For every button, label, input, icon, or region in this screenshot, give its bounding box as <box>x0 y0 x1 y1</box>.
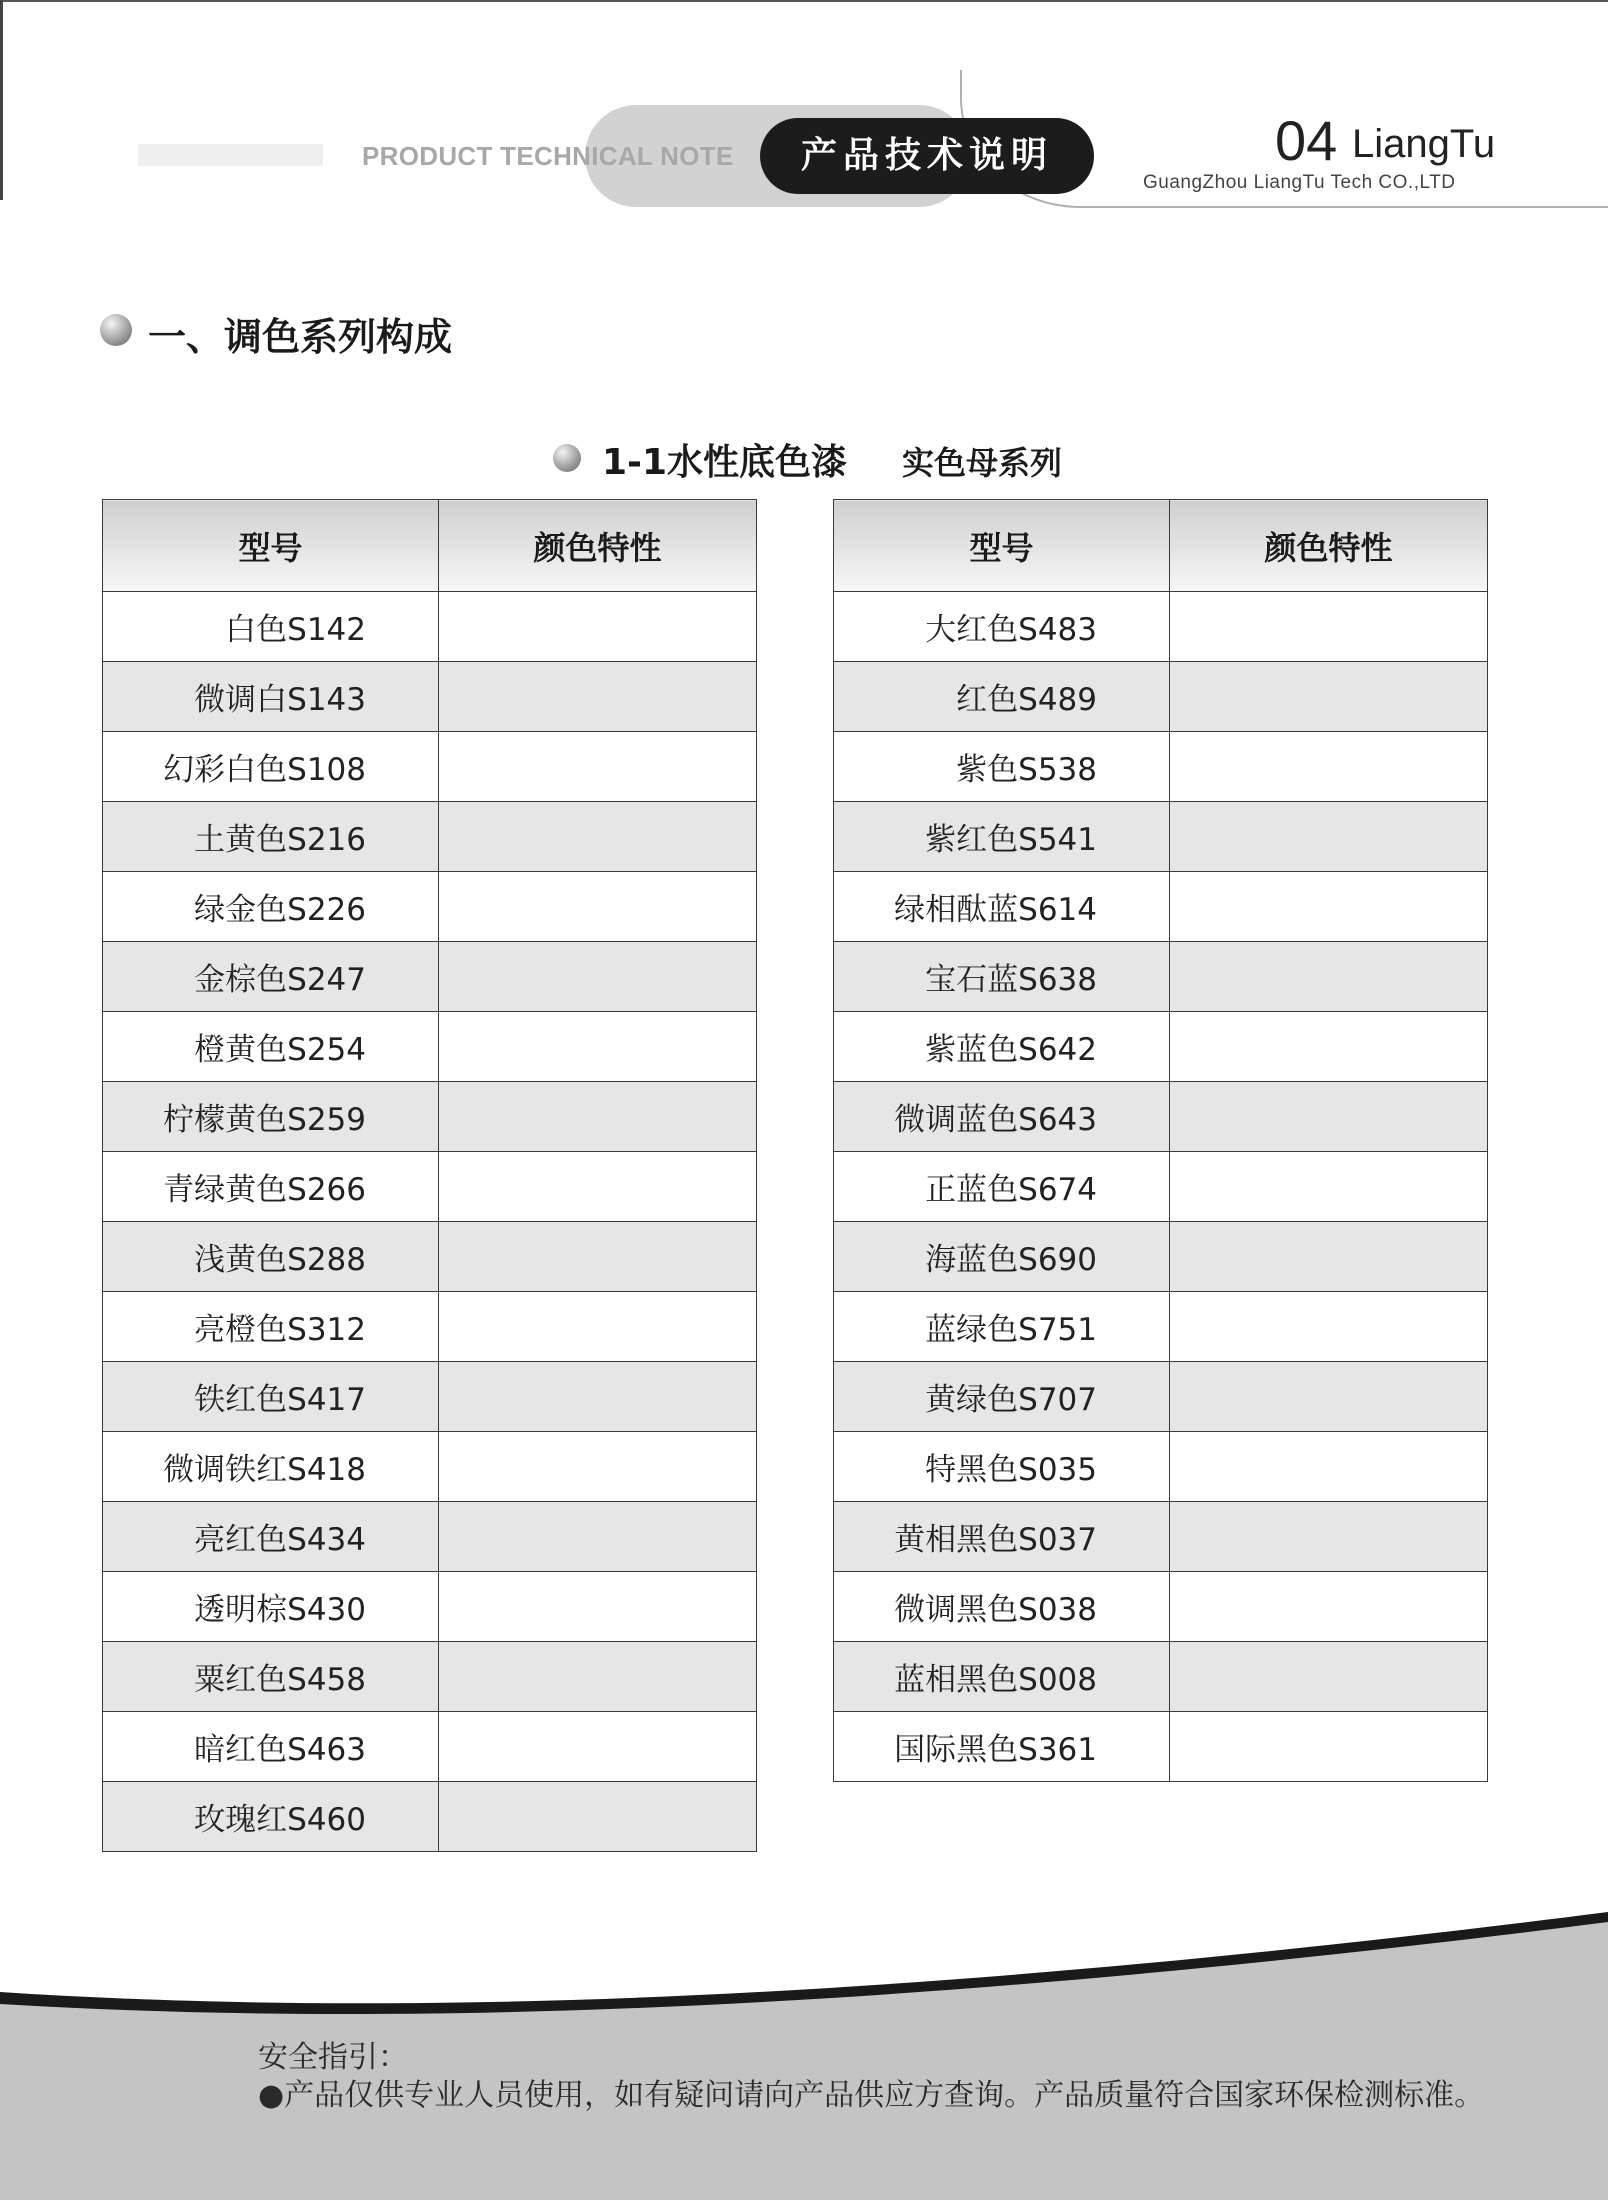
table-row <box>103 802 757 872</box>
model-cell: 幻彩白色S108 <box>103 732 439 802</box>
color-property-cell <box>1170 1292 1488 1362</box>
model-cell: 亮红色S434 <box>103 1502 439 1572</box>
page-top-edge <box>0 0 1608 2</box>
header-english-title: PRODUCT TECHNICAL NOTE <box>362 141 734 171</box>
subsection-bullet-icon <box>553 444 581 472</box>
page-number: 04 <box>1275 109 1338 172</box>
table-row <box>103 1362 757 1432</box>
model-cell: 金棕色S247 <box>103 942 439 1012</box>
table-row <box>834 1432 1488 1502</box>
model-cell: 特黑色S035 <box>834 1432 1170 1502</box>
table-row <box>834 592 1488 662</box>
color-property-cell <box>439 942 757 1012</box>
header-decor-bar <box>138 144 323 166</box>
table-row <box>834 1502 1488 1572</box>
color-property-cell <box>439 1712 757 1782</box>
color-property-cell <box>1170 1642 1488 1712</box>
table-row <box>103 1012 757 1082</box>
column-header-color-property: 颜色特性 <box>439 500 757 592</box>
brand-name: LiangTu <box>1352 122 1496 166</box>
color-property-cell <box>439 1642 757 1712</box>
model-cell: 土黄色S216 <box>103 802 439 872</box>
model-cell: 暗红色S463 <box>103 1712 439 1782</box>
model-cell: 微调蓝色S643 <box>834 1082 1170 1152</box>
color-property-cell <box>439 802 757 872</box>
table-row <box>834 1152 1488 1222</box>
table-row <box>834 872 1488 942</box>
table-header-row <box>834 500 1488 592</box>
color-property-cell <box>439 1152 757 1222</box>
color-property-cell <box>1170 662 1488 732</box>
table-row <box>834 1362 1488 1432</box>
model-cell: 海蓝色S690 <box>834 1222 1170 1292</box>
color-property-cell <box>1170 1712 1488 1782</box>
color-property-cell <box>1170 732 1488 802</box>
model-cell: 橙黄色S254 <box>103 1012 439 1082</box>
table-row <box>103 1082 757 1152</box>
section-title: 一、调色系列构成 <box>148 315 453 359</box>
model-cell: 浅黄色S288 <box>103 1222 439 1292</box>
model-cell: 微调黑色S038 <box>834 1572 1170 1642</box>
section-bullet-icon <box>100 314 132 346</box>
model-cell: 铁红色S417 <box>103 1362 439 1432</box>
model-cell: 白色S142 <box>103 592 439 662</box>
model-cell: 绿相酞蓝S614 <box>834 872 1170 942</box>
column-header-model: 型号 <box>834 500 1170 592</box>
model-cell: 紫红色S541 <box>834 802 1170 872</box>
model-cell: 紫色S538 <box>834 732 1170 802</box>
color-property-cell <box>439 1362 757 1432</box>
subsection-title: 1-1水性底色漆 <box>602 442 848 483</box>
color-property-cell <box>1170 1572 1488 1642</box>
model-cell: 绿金色S226 <box>103 872 439 942</box>
table-row <box>834 1222 1488 1292</box>
right-color-table <box>833 499 1488 1782</box>
color-property-cell <box>1170 1362 1488 1432</box>
table-row <box>834 942 1488 1012</box>
model-cell: 国际黑色S361 <box>834 1712 1170 1782</box>
safety-guide-label: 安全指引： <box>258 2040 408 2075</box>
table-row <box>834 662 1488 732</box>
color-property-cell <box>439 732 757 802</box>
table-row <box>834 802 1488 872</box>
color-property-cell <box>439 1432 757 1502</box>
color-property-cell <box>439 1292 757 1362</box>
company-name: GuangZhou LiangTu Tech CO.,LTD <box>1143 172 1456 193</box>
model-cell: 微调铁红S418 <box>103 1432 439 1502</box>
table-row <box>103 1712 757 1782</box>
table-header-row <box>103 500 757 592</box>
table-row <box>103 732 757 802</box>
table-row <box>103 592 757 662</box>
model-cell: 黄相黑色S037 <box>834 1502 1170 1572</box>
table-row <box>103 942 757 1012</box>
left-color-table <box>102 499 757 1852</box>
model-cell: 玫瑰红S460 <box>103 1782 439 1852</box>
table-row <box>103 872 757 942</box>
color-property-cell <box>1170 802 1488 872</box>
color-property-cell <box>1170 942 1488 1012</box>
model-cell: 蓝相黑色S008 <box>834 1642 1170 1712</box>
table-row <box>834 1572 1488 1642</box>
subsection-series: 实色母系列 <box>902 444 1063 482</box>
color-property-cell <box>1170 1152 1488 1222</box>
model-cell: 红色S489 <box>834 662 1170 732</box>
color-property-cell <box>439 872 757 942</box>
table-row <box>834 1712 1488 1782</box>
model-cell: 透明棕S430 <box>103 1572 439 1642</box>
color-property-cell <box>439 1012 757 1082</box>
table-row <box>103 1502 757 1572</box>
table-row <box>103 1222 757 1292</box>
color-property-cell <box>1170 1432 1488 1502</box>
color-property-cell <box>1170 592 1488 662</box>
column-header-color-property: 颜色特性 <box>1170 500 1488 592</box>
header-chinese-title: 产品技术说明 <box>760 118 1094 194</box>
model-cell: 柠檬黄色S259 <box>103 1082 439 1152</box>
safety-guide-text: ●产品仅供专业人员使用，如有疑问请向产品供应方查询。产品质量符合国家环保检测标准。 <box>258 2078 1485 2113</box>
table-row <box>834 1642 1488 1712</box>
footer-wave-band <box>0 1900 1608 2200</box>
model-cell: 微调白S143 <box>103 662 439 732</box>
model-cell: 青绿黄色S266 <box>103 1152 439 1222</box>
table-row <box>103 1432 757 1502</box>
table-row <box>103 1292 757 1362</box>
color-property-cell <box>439 1082 757 1152</box>
table-row <box>834 732 1488 802</box>
color-property-cell <box>439 1502 757 1572</box>
color-property-cell <box>439 1782 757 1852</box>
table-row <box>103 1572 757 1642</box>
column-header-model: 型号 <box>103 500 439 592</box>
table-row <box>834 1082 1488 1152</box>
color-property-cell <box>1170 1012 1488 1082</box>
table-row <box>834 1012 1488 1082</box>
model-cell: 宝石蓝S638 <box>834 942 1170 1012</box>
color-property-cell <box>1170 1082 1488 1152</box>
table-row <box>834 1292 1488 1362</box>
model-cell: 黄绿色S707 <box>834 1362 1170 1432</box>
table-row <box>103 1642 757 1712</box>
model-cell: 紫蓝色S642 <box>834 1012 1170 1082</box>
page-left-edge <box>0 0 3 200</box>
color-property-cell <box>439 1572 757 1642</box>
color-property-cell <box>1170 1502 1488 1572</box>
model-cell: 大红色S483 <box>834 592 1170 662</box>
color-property-cell <box>1170 872 1488 942</box>
color-property-cell <box>1170 1222 1488 1292</box>
model-cell: 亮橙色S312 <box>103 1292 439 1362</box>
model-cell: 粟红色S458 <box>103 1642 439 1712</box>
color-property-cell <box>439 662 757 732</box>
model-cell: 正蓝色S674 <box>834 1152 1170 1222</box>
color-property-cell <box>439 1222 757 1292</box>
model-cell: 蓝绿色S751 <box>834 1292 1170 1362</box>
table-row <box>103 1782 757 1852</box>
color-property-cell <box>439 592 757 662</box>
table-row <box>103 662 757 732</box>
table-row <box>103 1152 757 1222</box>
